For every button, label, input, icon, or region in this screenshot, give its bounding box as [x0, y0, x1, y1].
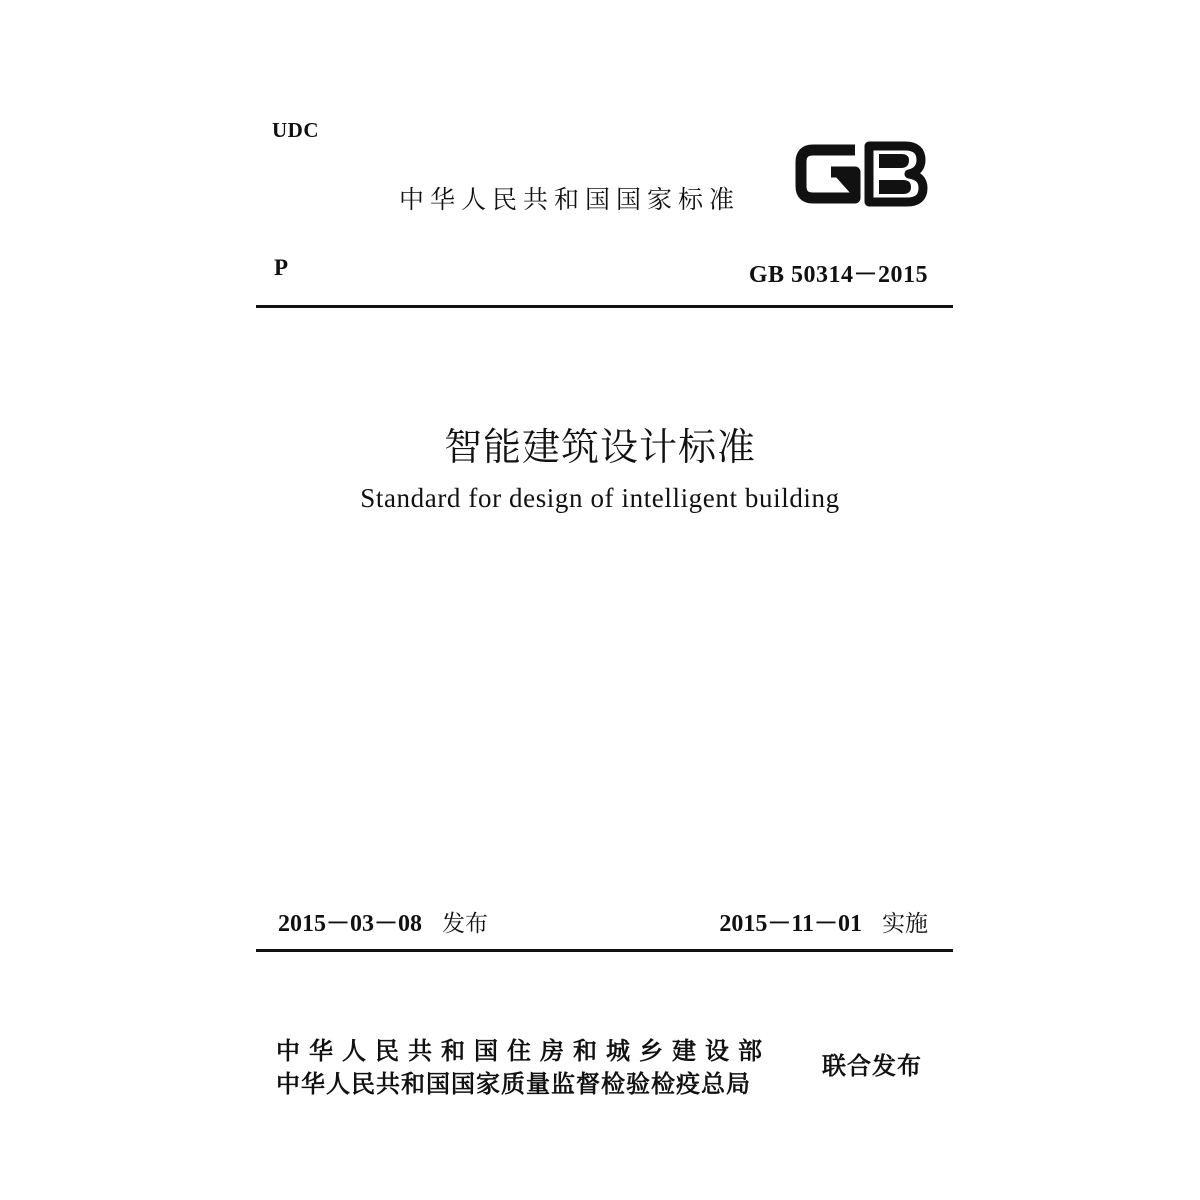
issuer-ministry-housing: 中华人民共和国住房和城乡建设部 — [276, 1037, 771, 1065]
implementation-date: 2015－11－01 — [719, 911, 862, 937]
gb-logo-icon — [795, 138, 930, 210]
title-english: Standard for design of intelligent building — [360, 483, 840, 513]
standard-number: GB 50314－2015 — [748, 262, 928, 288]
bottom-divider — [256, 949, 953, 952]
joint-issue-label: 联合发布 — [822, 1052, 922, 1080]
implementation-label: 实施 — [882, 911, 928, 937]
issue-date: 2015－03－08 — [278, 911, 422, 937]
issuer-aqsiq: 中华人民共和国国家质量监督检验检疫总局 — [276, 1070, 751, 1098]
udc-label: UDC — [272, 118, 319, 142]
national-standard-heading: 中华人民共和国国家标准 — [399, 185, 741, 214]
top-divider — [256, 305, 953, 308]
title-chinese: 智能建筑设计标准 — [443, 425, 756, 469]
issue-label: 发布 — [442, 911, 488, 937]
implementation-date-block — [719, 903, 928, 938]
issue-date-block — [278, 903, 488, 938]
classification-code: P — [274, 255, 289, 280]
